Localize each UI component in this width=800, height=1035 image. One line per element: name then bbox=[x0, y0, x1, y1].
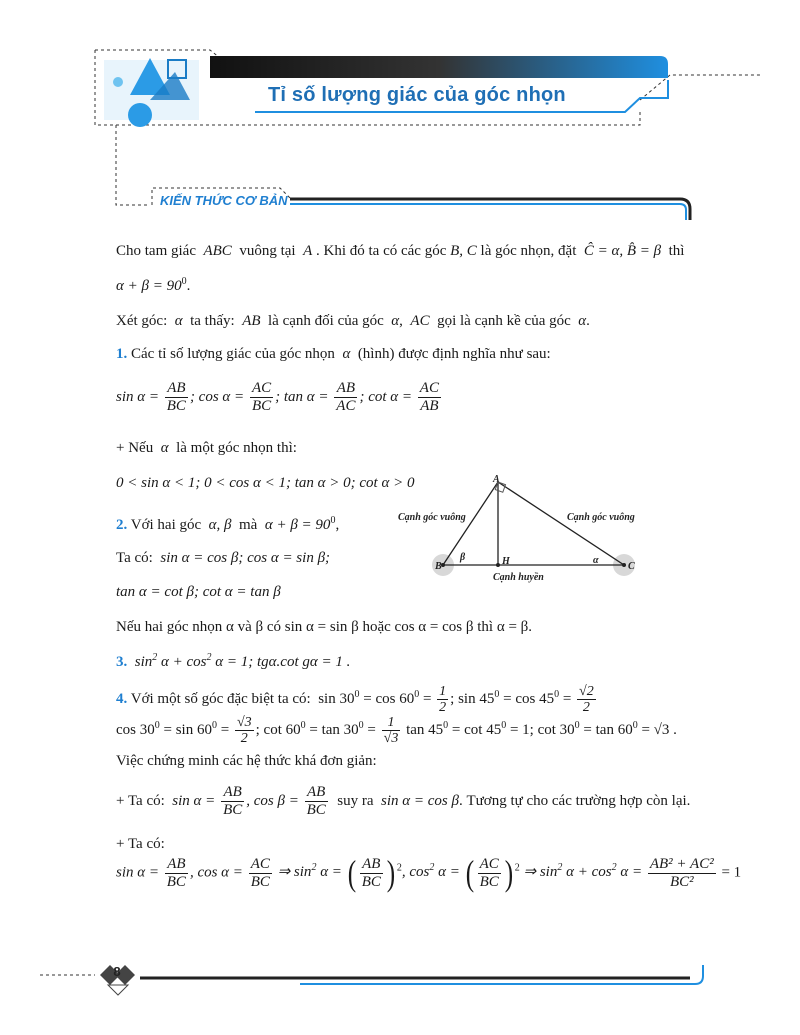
label-a: A bbox=[493, 474, 500, 485]
inequalities: 0 < sin α < 1; 0 < cos α < 1; tan α > 0; cot α > 0 bbox=[116, 475, 415, 491]
label-hypotenuse: Cạnh huyền bbox=[493, 572, 544, 583]
intro-line-2: $\alpha + \beta = 90^0$. bbox=[116, 276, 191, 294]
proof-1: + Ta có: sin α = $\frac{AB}{BC}$ , cos β = $\frac{AB}{BC}$ suy ra sin α = cos β. Tương tự cho các trường hợp còn lại. bbox=[116, 784, 691, 818]
proof-note: Việc chứng minh các hệ thức khá đơn giản: bbox=[116, 753, 377, 769]
item-1: 1. Các tỉ số lượng giác của góc nhọn α (hình) được định nghĩa như sau: bbox=[116, 346, 551, 362]
label-right-leg: Cạnh góc vuông bbox=[567, 512, 635, 523]
label-h: H bbox=[502, 556, 510, 567]
consider-line: Xét góc: α ta thấy: AB là cạnh đối của góc α, AC gọi là cạnh kề của góc α. bbox=[116, 313, 590, 329]
trig-definitions: sin α = $\frac{AB}{BC}$ ; cos α = $\frac{AC}{BC}$ ; tan α = $\frac{AB}{AC}$ ; cot α = $\frac{AC}{AB}$ bbox=[116, 380, 439, 414]
item-4-line-2: $\cos 30^0 = \sin 60^0$ = $\frac{√3}{2}$ ; $\cot 60^0 = \tan 30^0$ = $\frac{1}{√3}$ $\tan 45^0 = \cot 45^0 = 1$; $\cot 30^0 = \tan 60^0 = √3$ . bbox=[116, 715, 677, 746]
label-alpha: α bbox=[593, 555, 599, 566]
item-2: 2. Với hai góc α, β mà $\alpha + \beta = 90^0$, bbox=[116, 515, 340, 533]
footer-decoration bbox=[0, 950, 800, 1010]
item-2-identities-2: tan α = cot β; cot α = tan β bbox=[116, 584, 281, 600]
label-b: B bbox=[435, 561, 442, 572]
label-left-leg: Cạnh góc vuông bbox=[398, 512, 466, 523]
page-number: 8 bbox=[113, 964, 121, 979]
item-2-identities-1: Ta có: sin α = cos β; cos α = sin β; bbox=[116, 550, 331, 566]
section-title: KIẾN THỨC CƠ BẢN bbox=[160, 193, 288, 208]
acute-note: + Nếu α là một góc nhọn thì: bbox=[116, 440, 297, 456]
page-title: Tỉ số lượng giác của góc nhọn bbox=[268, 84, 566, 106]
proof-2: sin α = $\frac{AB}{BC}$ , cos α = $\frac{AC}{BC}$ ⇒ $\sin^2 \alpha$ = ( $\frac{AB}{BC}$ ) $^2$, $\cos^2 \alpha$ = ( $\frac{AC}{BC}$ ) $^2$ ⇒ $\sin^2 \alpha + \cos^2 \alpha$ = $\frac{\text{AB² + AC²}}{\text{BC²}}$ = 1 bbox=[116, 853, 742, 893]
label-c: C bbox=[628, 561, 635, 572]
header-decoration bbox=[0, 0, 800, 220]
equal-angles-note: Nếu hai góc nhọn α và β có sin α = sin β hoặc cos α = cos β thì α = β. bbox=[116, 619, 533, 635]
intro-line-1: Cho tam giác ABC vuông tại A . Khi đó ta có các góc B, C là góc nhọn, đặt Ĉ = α, B̂ = β thì bbox=[116, 243, 685, 259]
item-4-line-1: 4. Với một số góc đặc biệt ta có: $\sin 30^0 = \cos 60^0$ = $\frac{1}{2}$ ; $\sin 45^0 = \cos 45^0$ = $\frac{√2}{2}$ bbox=[116, 684, 594, 715]
label-beta: β bbox=[460, 552, 466, 563]
item-3: 3. $\sin^2 \alpha + \cos^2 \alpha = 1$; tgα.cot gα = 1 . bbox=[116, 652, 351, 670]
proof-2-label: + Ta có: bbox=[116, 836, 165, 852]
triangle-shape bbox=[443, 482, 624, 565]
